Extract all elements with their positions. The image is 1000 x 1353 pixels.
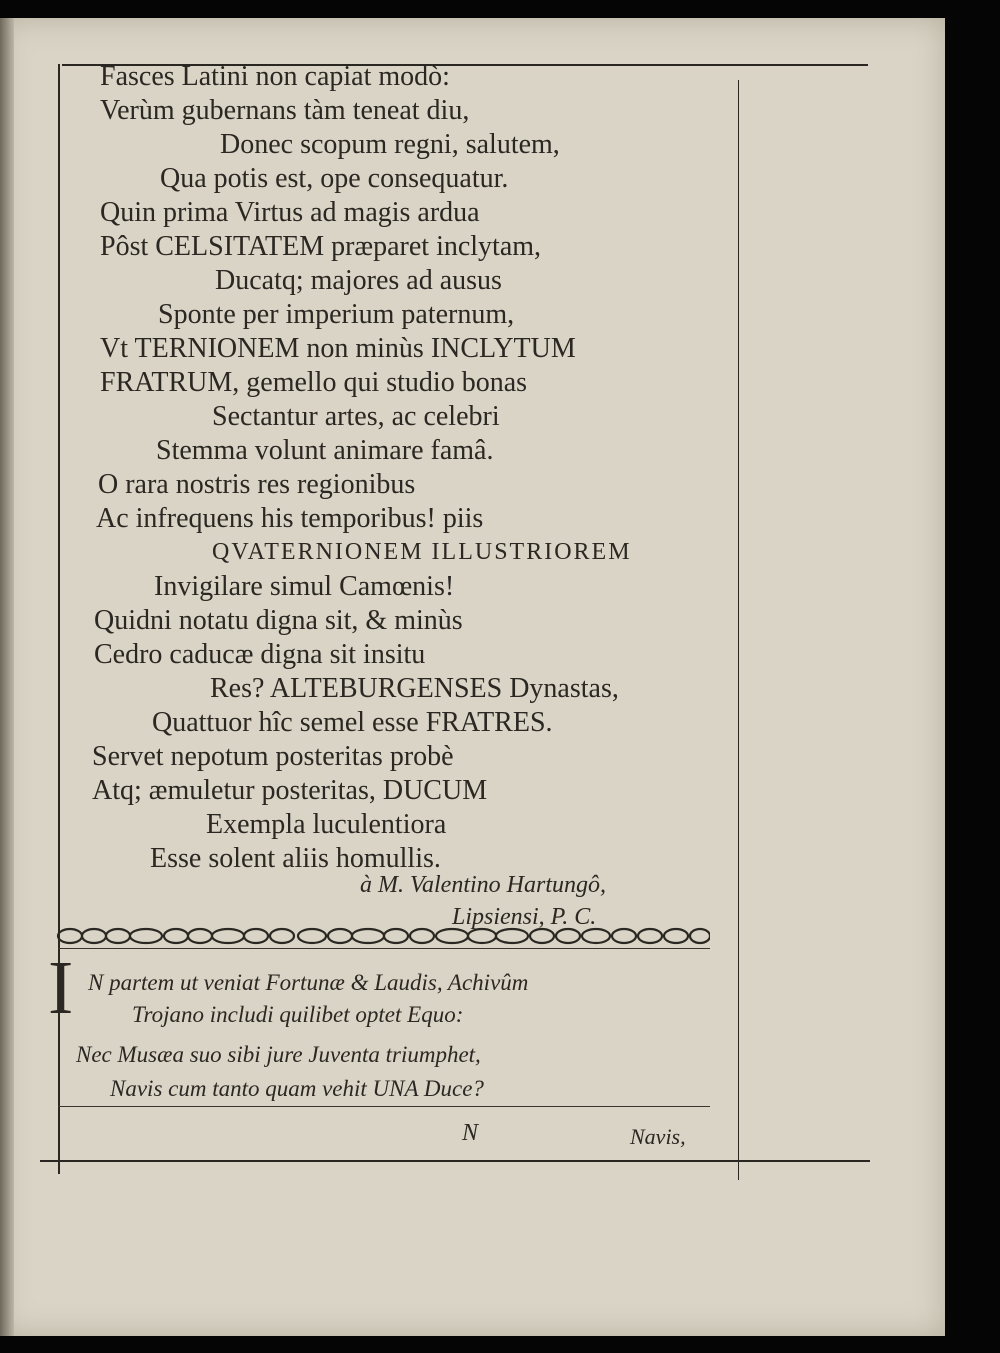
- poem-line: Quin prima Virtus ad magis ardua: [100, 197, 480, 228]
- epigram-line: Nec Musæa suo sibi jure Juventa triumphet,: [76, 1042, 481, 1067]
- poem-line: QVATERNIONEM ILLUSTRIOREM: [212, 539, 632, 565]
- poem-line: FRATRUM, gemello qui studio bonas: [100, 367, 528, 398]
- poem-line: Vt TERNIONEM non minùs INCLYTUM: [100, 333, 576, 364]
- poem-line: Cedro caducæ digna sit insitu: [94, 639, 426, 670]
- poem-line: Res? ALTEBURGENSES Dynastas,: [210, 673, 619, 704]
- poem-line: Quattuor hîc semel esse FRATRES.: [152, 707, 553, 738]
- epigram-line: N partem ut veniat Fortunæ & Laudis, Achivûm: [88, 970, 529, 995]
- epigram-bottom-rule: [58, 1106, 710, 1107]
- poem-line: Verùm gubernans tàm teneat diu,: [100, 95, 470, 126]
- author-signature-line2: Lipsiensi, P. C.: [452, 904, 597, 930]
- poem-line: Invigilare simul Camœnis!: [154, 571, 455, 602]
- poem-line: Ac infrequens his temporibus! piis: [96, 503, 484, 534]
- author-signature-line1: à M. Valentino Hartungô,: [360, 872, 606, 898]
- poem-line: Donec scopum regni, salutem,: [220, 129, 560, 160]
- frame-right-rule: [738, 80, 739, 1180]
- poem-line: Servet nepotum posteritas probè: [92, 741, 454, 772]
- poem-line: Ducatq; majores ad ausus: [215, 265, 502, 296]
- poem-line: Sponte per imperium paternum,: [158, 299, 515, 330]
- epigram-line: Trojano includi quilibet optet Equo:: [132, 1002, 464, 1027]
- page-edge-shadow: [0, 18, 14, 1336]
- poem-line: Quidni notatu digna sit, & minùs: [94, 605, 463, 636]
- decorative-border-ornament: [56, 916, 710, 952]
- poem-line: O rara nostris res regionibus: [98, 469, 416, 500]
- poem-line: Stemma volunt animare famâ.: [156, 435, 494, 466]
- poem-line: Pôst CELSITATEM præparet inclytam,: [100, 231, 542, 262]
- ornament-rule: [58, 948, 710, 949]
- catchword: Navis,: [630, 1124, 686, 1149]
- frame-bottom-rule: [40, 1160, 870, 1162]
- epigram-initial: I: [48, 946, 74, 1030]
- poem-line: Exempla luculentiora: [206, 809, 447, 840]
- poem-line: Esse solent aliis homullis.: [150, 843, 441, 874]
- poem-line: Atq; æmuletur posteritas, DUCUM: [92, 775, 488, 806]
- poem-line: Fasces Latini non capiat modò:: [100, 61, 450, 92]
- signature-mark: N: [462, 1120, 479, 1146]
- poem-line: Qua potis est, ope consequatur.: [160, 163, 509, 194]
- poem-line: Sectantur artes, ac celebri: [212, 401, 500, 432]
- epigram-line: Navis cum tanto quam vehit UNA Duce?: [110, 1076, 484, 1101]
